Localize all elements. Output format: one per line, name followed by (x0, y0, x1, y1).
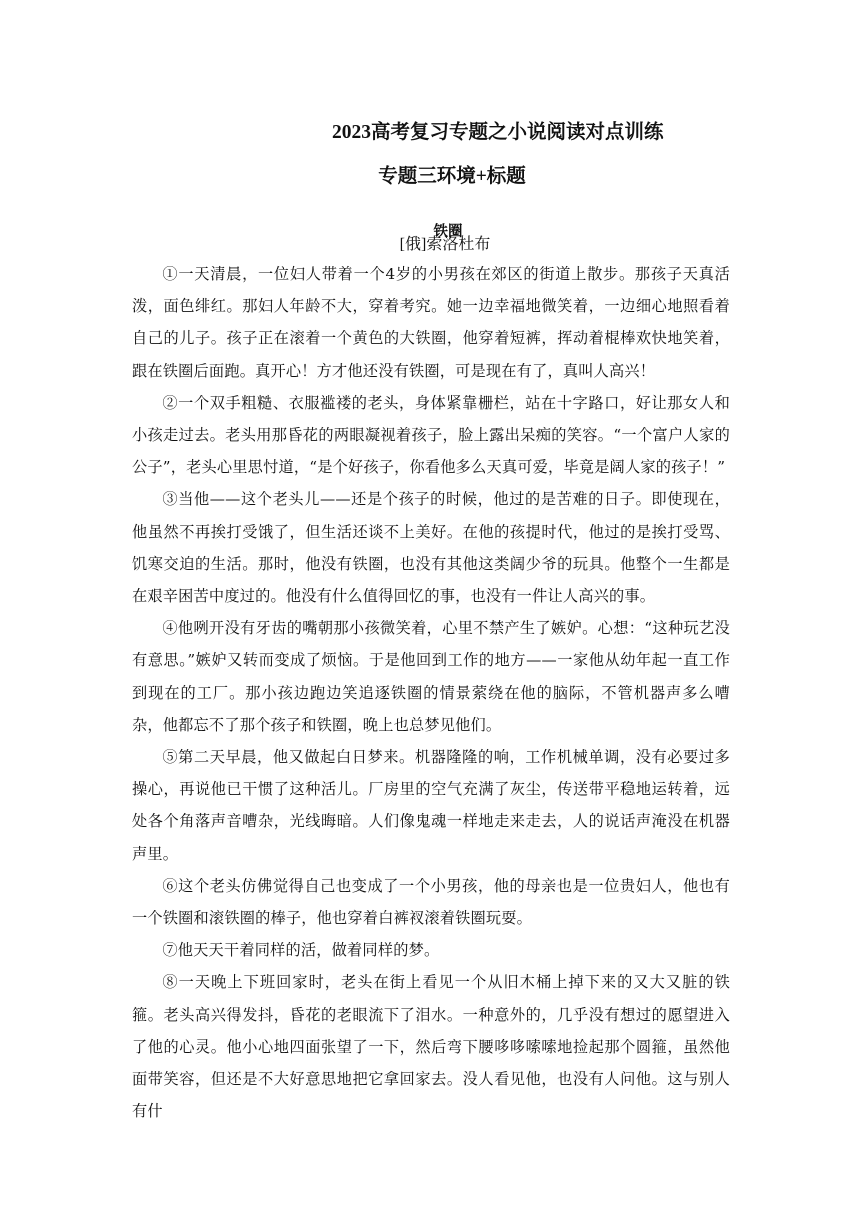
paragraph-5: ⑤第二天早晨，他又做起白日梦来。机器隆隆的响，工作机械单调，没有必要过多操心，再说他已干惯了这种活儿。厂房里的空气充满了灰尘，传送带平稳地运转着，远处各个角落声音嘈杂，光线晦暗。人们像鬼魂一样地走来走去，人的说话声淹没在机器声里。 (132, 748, 730, 863)
document-title: 2023高考复习专题之小说阅读对点训练 (332, 122, 664, 143)
paragraph-1: ①一天清晨，一位妇人带着一个4岁的小男孩在郊区的街道上散步。那孩子天真活泼，面色绯红。那妇人年龄不大，穿着考究。她一边幸福地微笑着，一边细心地照看着自己的儿子。孩子正在滚着一个黄色的大铁圈，他穿着短裤，挥动着棍棒欢快地笑着，跟在铁圈后面跑。真开心！方才他还没有铁圈，可是现在有了，真叫人高兴！ (132, 265, 730, 380)
section-title: 专题三环境+标题 (378, 166, 526, 187)
paragraph-2: ②一个双手粗糙、衣服褴褛的老头，身体紧靠栅栏，站在十字路口，好让那女人和小孩走过去。老头用那昏花的两眼凝视着孩子，脸上露出呆痴的笑容。“一个富户人家的公子”，老头心里思忖道，“是个好孩子，你看他多么天真可爱，毕竟是阔人家的孩子！” (132, 393, 730, 477)
paragraph-4: ④他咧开没有牙齿的嘴朝那小孩微笑着，心里不禁产生了嫉妒。心想：“这种玩艺没有意思。”嫉妒又转而变成了烦恼。于是他回到工作的地方——一家他从幼年起一直工作到现在的工厂。那小孩边跑边笑追逐铁圈的情景萦绕在他的脑际，不管机器声多么嘈杂，他都忘不了那个孩子和铁圈，晚上也总梦见他们。 (132, 619, 730, 734)
paragraph-3: ③当他——这个老头儿——还是个孩子的时候，他过的是苦难的日子。即使现在，他虽然不再挨打受饿了，但生活还谈不上美好。在他的孩提时代，他过的是挨打受骂、饥寒交迫的生活。那时，他没有铁圈，也没有其他这类阔少爷的玩具。他整个一生都是在艰辛困苦中度过的。他没有什么值得回忆的事，也没有一件让人高兴的事。 (132, 490, 730, 606)
paragraph-6: ⑥这个老头仿佛觉得自己也变成了一个小男孩，他的母亲也是一位贵妇人，他也有一个铁圈和滚铁圈的棒子，他也穿着白裤衩滚着铁圈玩耍。 (132, 876, 730, 928)
paragraph-7: ⑦他天天干着同样的活，做着同样的梦。 (162, 941, 440, 960)
story-body (132, 258, 730, 1127)
story-author: [俄]索洛杜布 (399, 236, 491, 253)
story-title: 铁圈 (433, 224, 463, 240)
paragraph-8: ⑧一天晚上下班回家时，老头在街上看见一个从旧木桶上掉下来的又大又脏的铁箍。老头高兴得发抖，昏花的老眼流下了泪水。一种意外的，几乎没有想过的愿望进入了他的心灵。他小心地四面张望了一下，然后弯下腰哆哆嗦嗦地捡起那个圆箍，虽然他面带笑容，但还是不大好意思地把它拿回家去。没人看见他，也没有人问他。这与别人有什 (132, 973, 730, 1121)
